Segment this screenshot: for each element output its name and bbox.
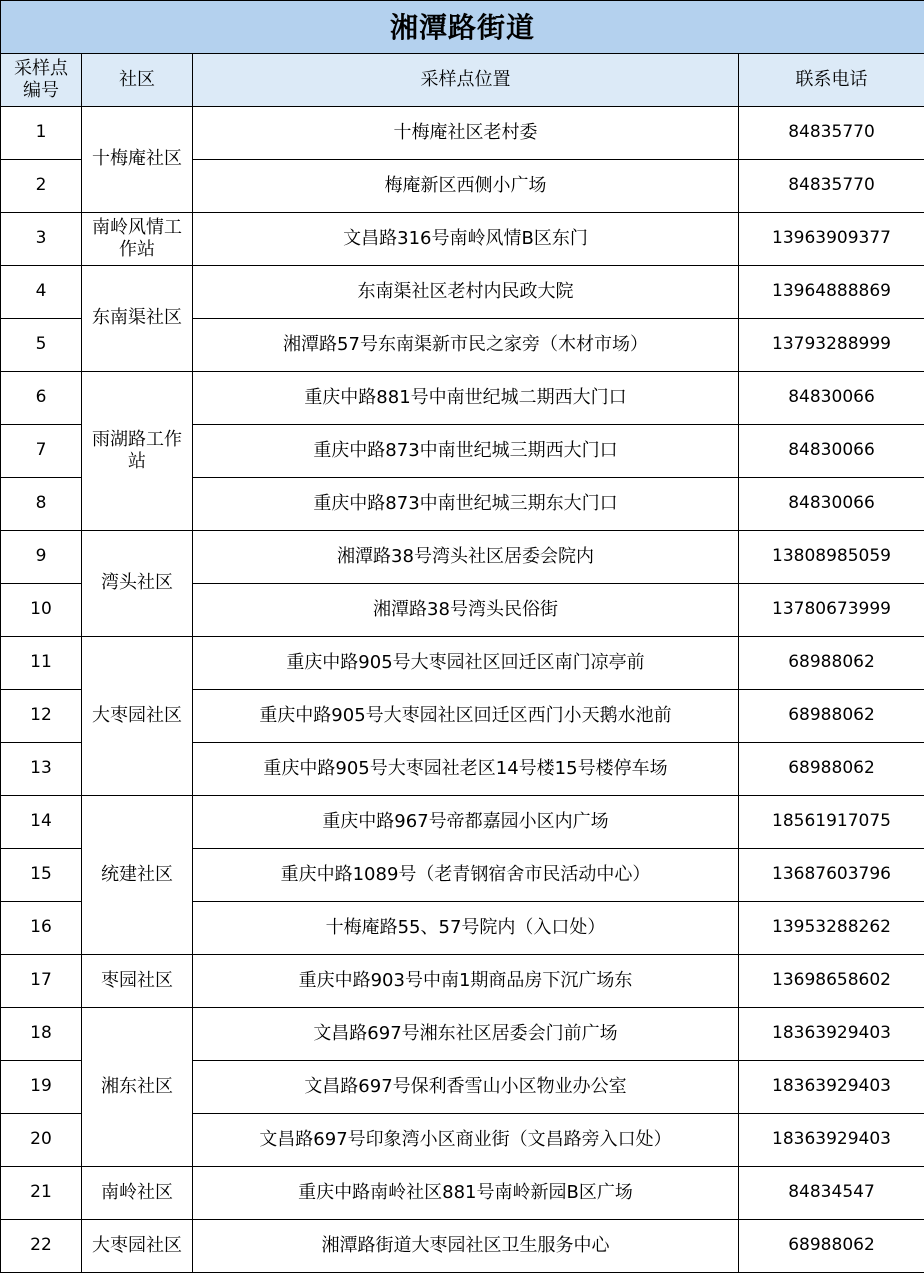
community-cell: 枣园社区 bbox=[82, 955, 193, 1008]
table-row bbox=[1, 107, 924, 160]
site-number-cell: 1 bbox=[1, 107, 82, 160]
site-number-cell: 18 bbox=[1, 1008, 82, 1061]
site-number-cell: 11 bbox=[1, 637, 82, 690]
community-cell: 湾头社区 bbox=[82, 531, 193, 637]
header-site-number: 采样点编号 bbox=[1, 54, 82, 107]
site-location-cell: 重庆中路873中南世纪城三期西大门口 bbox=[193, 425, 739, 478]
contact-phone-cell: 13963909377 bbox=[739, 213, 924, 266]
contact-phone-cell: 18363929403 bbox=[739, 1114, 924, 1167]
site-location-cell: 重庆中路1089号（老青钢宿舍市民活动中心） bbox=[193, 849, 739, 902]
community-cell: 雨湖路工作站 bbox=[82, 372, 193, 531]
site-location-cell: 文昌路697号湘东社区居委会门前广场 bbox=[193, 1008, 739, 1061]
contact-phone-cell: 18363929403 bbox=[739, 1061, 924, 1114]
site-location-cell: 重庆中路881号中南世纪城二期西大门口 bbox=[193, 372, 739, 425]
site-location-cell: 重庆中路903号中南1期商品房下沉广场东 bbox=[193, 955, 739, 1008]
site-location-cell: 湘潭路57号东南渠新市民之家旁（木材市场） bbox=[193, 319, 739, 372]
site-number-cell: 22 bbox=[1, 1220, 82, 1273]
site-location-cell: 梅庵新区西侧小广场 bbox=[193, 160, 739, 213]
site-location-cell: 重庆中路905号大枣园社老区14号楼15号楼停车场 bbox=[193, 743, 739, 796]
table-row bbox=[1, 955, 924, 1008]
community-cell: 十梅庵社区 bbox=[82, 107, 193, 213]
site-number-cell: 15 bbox=[1, 849, 82, 902]
contact-phone-cell: 68988062 bbox=[739, 637, 924, 690]
site-location-cell: 十梅庵路55、57号院内（入口处） bbox=[193, 902, 739, 955]
contact-phone-cell: 84830066 bbox=[739, 425, 924, 478]
table-row bbox=[1, 637, 924, 690]
community-cell: 统建社区 bbox=[82, 796, 193, 955]
site-number-cell: 17 bbox=[1, 955, 82, 1008]
community-cell: 南岭风情工作站 bbox=[82, 213, 193, 266]
site-number-cell: 14 bbox=[1, 796, 82, 849]
contact-phone-cell: 84830066 bbox=[739, 478, 924, 531]
contact-phone-cell: 68988062 bbox=[739, 690, 924, 743]
site-location-cell: 重庆中路905号大枣园社区回迁区西门小天鹅水池前 bbox=[193, 690, 739, 743]
site-location-cell: 湘潭路38号湾头民俗街 bbox=[193, 584, 739, 637]
contact-phone-cell: 18363929403 bbox=[739, 1008, 924, 1061]
table-row bbox=[1, 531, 924, 584]
contact-phone-cell: 84835770 bbox=[739, 107, 924, 160]
site-location-cell: 东南渠社区老村内民政大院 bbox=[193, 266, 739, 319]
header-row bbox=[1, 54, 924, 107]
contact-phone-cell: 68988062 bbox=[739, 743, 924, 796]
contact-phone-cell: 84834547 bbox=[739, 1167, 924, 1220]
contact-phone-cell: 13964888869 bbox=[739, 266, 924, 319]
header-community: 社区 bbox=[82, 54, 193, 107]
table-row bbox=[1, 1220, 924, 1273]
contact-phone-cell: 13953288262 bbox=[739, 902, 924, 955]
table-title: 湘潭路街道 bbox=[1, 1, 924, 54]
site-location-cell: 重庆中路905号大枣园社区回迁区南门凉亭前 bbox=[193, 637, 739, 690]
site-location-cell: 湘潭路街道大枣园社区卫生服务中心 bbox=[193, 1220, 739, 1273]
site-location-cell: 重庆中路873中南世纪城三期东大门口 bbox=[193, 478, 739, 531]
site-number-cell: 4 bbox=[1, 266, 82, 319]
table-row bbox=[1, 213, 924, 266]
site-number-cell: 10 bbox=[1, 584, 82, 637]
contact-phone-cell: 84835770 bbox=[739, 160, 924, 213]
site-number-cell: 21 bbox=[1, 1167, 82, 1220]
table-row bbox=[1, 1008, 924, 1061]
site-number-cell: 6 bbox=[1, 372, 82, 425]
site-location-cell: 文昌路316号南岭风情B区东门 bbox=[193, 213, 739, 266]
header-location: 采样点位置 bbox=[193, 54, 739, 107]
contact-phone-cell: 84830066 bbox=[739, 372, 924, 425]
site-location-cell: 重庆中路南岭社区881号南岭新园B区广场 bbox=[193, 1167, 739, 1220]
community-cell: 南岭社区 bbox=[82, 1167, 193, 1220]
site-number-cell: 2 bbox=[1, 160, 82, 213]
site-number-cell: 7 bbox=[1, 425, 82, 478]
contact-phone-cell: 68988062 bbox=[739, 1220, 924, 1273]
title-row bbox=[1, 1, 924, 54]
community-cell: 大枣园社区 bbox=[82, 637, 193, 796]
community-cell: 大枣园社区 bbox=[82, 1220, 193, 1273]
contact-phone-cell: 13808985059 bbox=[739, 531, 924, 584]
table-body bbox=[1, 107, 924, 1273]
site-number-cell: 5 bbox=[1, 319, 82, 372]
site-number-cell: 20 bbox=[1, 1114, 82, 1167]
site-location-cell: 湘潭路38号湾头社区居委会院内 bbox=[193, 531, 739, 584]
site-number-cell: 19 bbox=[1, 1061, 82, 1114]
table-row bbox=[1, 372, 924, 425]
table-row bbox=[1, 266, 924, 319]
community-cell: 东南渠社区 bbox=[82, 266, 193, 372]
site-location-cell: 十梅庵社区老村委 bbox=[193, 107, 739, 160]
site-number-cell: 3 bbox=[1, 213, 82, 266]
site-number-cell: 16 bbox=[1, 902, 82, 955]
site-location-cell: 文昌路697号印象湾小区商业街（文昌路旁入口处） bbox=[193, 1114, 739, 1167]
site-location-cell: 文昌路697号保利香雪山小区物业办公室 bbox=[193, 1061, 739, 1114]
contact-phone-cell: 13793288999 bbox=[739, 319, 924, 372]
site-location-cell: 重庆中路967号帝都嘉园小区内广场 bbox=[193, 796, 739, 849]
site-number-cell: 13 bbox=[1, 743, 82, 796]
table-row bbox=[1, 796, 924, 849]
contact-phone-cell: 13698658602 bbox=[739, 955, 924, 1008]
contact-phone-cell: 13780673999 bbox=[739, 584, 924, 637]
site-number-cell: 8 bbox=[1, 478, 82, 531]
table-row bbox=[1, 1167, 924, 1220]
site-number-cell: 9 bbox=[1, 531, 82, 584]
site-number-cell: 12 bbox=[1, 690, 82, 743]
contact-phone-cell: 18561917075 bbox=[739, 796, 924, 849]
contact-phone-cell: 13687603796 bbox=[739, 849, 924, 902]
community-cell: 湘东社区 bbox=[82, 1008, 193, 1167]
header-phone: 联系电话 bbox=[739, 54, 924, 107]
